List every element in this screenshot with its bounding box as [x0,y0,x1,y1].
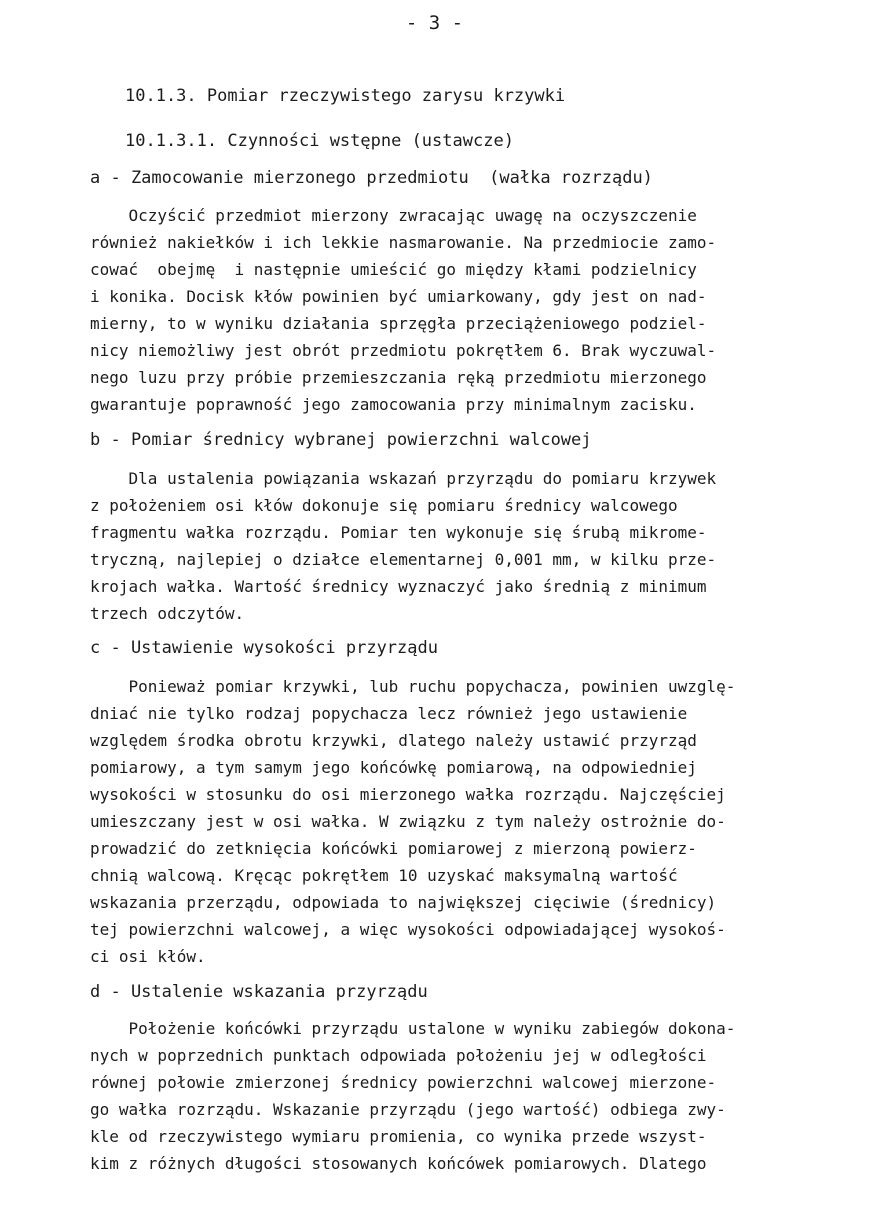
text-line: fragmentu wałka rozrządu. Pomiar ten wykonuje się śrubą mikrome- [90,523,707,542]
page-number: - 3 - [405,12,464,34]
text-line: równej połowie zmierzonej średnicy powierzchni walcowej mierzone- [90,1073,717,1092]
text-line: wysokości w stosunku do osi mierzonego wałka rozrządu. Najczęściej [90,785,726,804]
text-line: Położenie końcówki przyrządu ustalone w wyniku zabiegów dokona- [90,1019,736,1038]
item-d-title: d - Ustalenie wskazania przyrządu [90,982,428,1002]
text-line: go wałka rozrządu. Wskazanie przyrządu (jego wartość) odbiega zwy- [90,1100,726,1119]
text-line: prowadzić do zetknięcia końcówki pomiarowej z mierzoną powierz- [90,839,697,858]
text-line: dniać nie tylko rodzaj popychacza lecz również jego ustawienie [90,704,688,723]
text-line: nych w poprzednich punktach odpowiada położeniu jej w odległości [90,1046,707,1065]
text-line: kim z różnych długości stosowanych końcówek pomiarowych. Dlatego [90,1154,707,1173]
item-d-paragraph [90,1015,735,1177]
text-line: krojach wałka. Wartość średnicy wyznaczyć jako średnią z minimum [90,577,707,596]
text-line: chnią walcową. Kręcąc pokrętłem 10 uzyskać maksymalną wartość [90,866,678,885]
text-line: gwarantuje poprawność jego zamocowania przy minimalnym zacisku. [90,395,697,414]
text-line: pomiarowy, a tym samym jego końcówkę pomiarową, na odpowiedniej [90,758,697,777]
text-line: względem środka obrotu krzywki, dlatego należy ustawić przyrząd [90,731,697,750]
text-line: tej powierzchni walcowej, a więc wysokości odpowiadającej wysokoś- [90,920,726,939]
text-line: z położeniem osi kłów dokonuje się pomiaru średnicy walcowego [90,496,678,515]
text-line: Ponieważ pomiar krzywki, lub ruchu popychacza, powinien uwzglę- [90,677,736,696]
text-line: kle od rzeczywistego wymiaru promienia, co wynika przede wszyst- [90,1127,707,1146]
text-line: również nakiełków i ich lekkie nasmarowanie. Na przedmiocie zamo- [90,233,717,252]
item-c-title: c - Ustawienie wysokości przyrządu [90,638,438,658]
text-line: ci osi kłów. [90,947,206,966]
item-b-title: b - Pomiar średnicy wybranej powierzchni walcowej [90,430,592,450]
subsection-heading-10-1-3-1: 10.1.3.1. Czynności wstępne (ustawcze) [125,131,514,151]
item-a-paragraph [90,202,716,418]
text-line: Dla ustalenia powiązania wskazań przyrządu do pomiaru krzywek [90,469,717,488]
item-b-paragraph [90,465,716,627]
item-a-title: a - Zamocowanie mierzonego przedmiotu (wałka rozrządu) [90,168,653,188]
item-c-paragraph [90,673,735,970]
text-line: Oczyścić przedmiot mierzony zwracając uwagę na oczyszczenie [90,206,697,225]
text-line: cować obejmę i następnie umieścić go między kłami podzielnicy [90,260,697,279]
text-line: nicy niemożliwy jest obrót przedmiotu pokrętłem 6. Brak wyczuwal- [90,341,717,360]
text-line: tryczną, najlepiej o działce elementarnej 0,001 mm, w kilku prze- [90,550,717,569]
text-line: mierny, to w wyniku działania sprzęgła przeciążeniowego podziel- [90,314,707,333]
text-line: i konika. Docisk kłów powinien być umiarkowany, gdy jest on nad- [90,287,707,306]
text-line: wskazania przerządu, odpowiada to największej cięciwie (średnicy) [90,893,717,912]
text-line: nego luzu przy próbie przemieszczania ręką przedmiotu mierzonego [90,368,707,387]
text-line: umieszczany jest w osi wałka. W związku z tym należy ostrożnie do- [90,812,726,831]
section-heading-10-1-3: 10.1.3. Pomiar rzeczywistego zarysu krzywki [125,86,566,106]
text-line: trzech odczytów. [90,604,245,623]
